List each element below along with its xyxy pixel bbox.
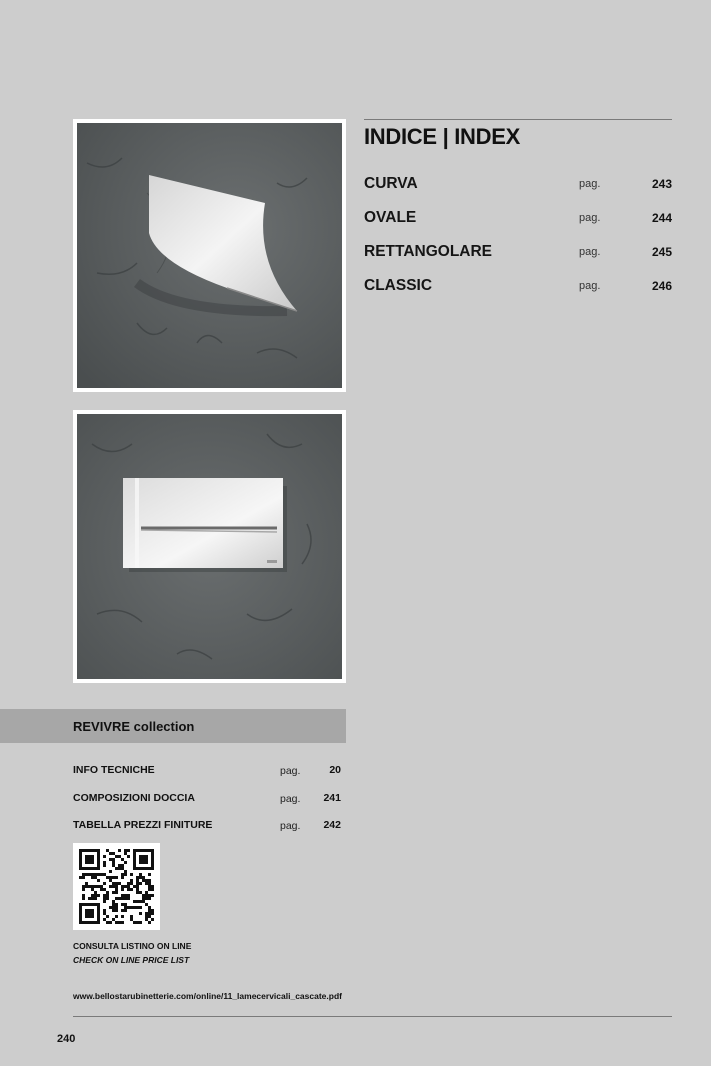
check-price-list-text: CHECK ON LINE PRICE LIST [73,955,190,965]
index-item-pag: pag. [579,212,601,224]
collection-item-name: INFO TECNICHE [73,764,155,776]
index-item-page: 245 [651,245,672,259]
index-item-page: 243 [651,177,672,191]
index-item-classic[interactable] [364,277,672,299]
collection-item-pag: pag. [280,765,301,777]
collection-item-page: 20 [329,764,341,776]
index-item-page: 244 [651,211,672,225]
index-item-name: OVALE [364,209,417,226]
collection-item-page: 241 [323,792,341,804]
footer-rule [73,1016,672,1017]
collection-item-pag: pag. [280,793,301,805]
collection-item-page: 242 [323,819,341,831]
index-item-page: 246 [651,279,672,293]
collection-band [0,709,346,743]
collection-item-info-tecniche[interactable] [73,764,341,780]
curved-waterfall-spout-image [77,123,342,388]
qr-code[interactable] [73,843,160,930]
collection-label: REVIVRE collection [73,719,195,734]
collection-item-tabella-prezzi[interactable] [73,819,341,835]
collection-item-pag: pag. [280,820,301,832]
index-item-rettangolare[interactable] [364,243,672,265]
index-item-name: CURVA [364,175,418,192]
consult-price-list-text: CONSULTA LISTINO ON LINE [73,941,192,951]
index-title: INDICE | INDEX [364,124,520,149]
index-item-pag: pag. [579,246,601,258]
index-top-rule [364,119,672,120]
price-list-url-link[interactable]: www.bellostarubinetterie.com/online/11_lamecervicali_cascate.pdf [73,991,342,1001]
index-item-pag: pag. [579,178,601,190]
page-number: 240 [57,1033,76,1045]
index-item-pag: pag. [579,280,601,292]
index-item-curva[interactable] [364,175,672,197]
qr-code-icon [73,843,160,930]
product-photo-curved-spout [73,119,346,392]
index-item-name: RETTANGOLARE [364,243,493,260]
collection-item-composizioni-doccia[interactable] [73,792,341,808]
rectangular-waterfall-spout-image [77,414,342,679]
index-item-name: CLASSIC [364,277,433,294]
collection-item-name: COMPOSIZIONI DOCCIA [73,792,195,804]
collection-item-name: TABELLA PREZZI FINITURE [73,819,213,831]
product-photo-rectangular-spout [73,410,346,683]
index-item-ovale[interactable] [364,209,672,231]
